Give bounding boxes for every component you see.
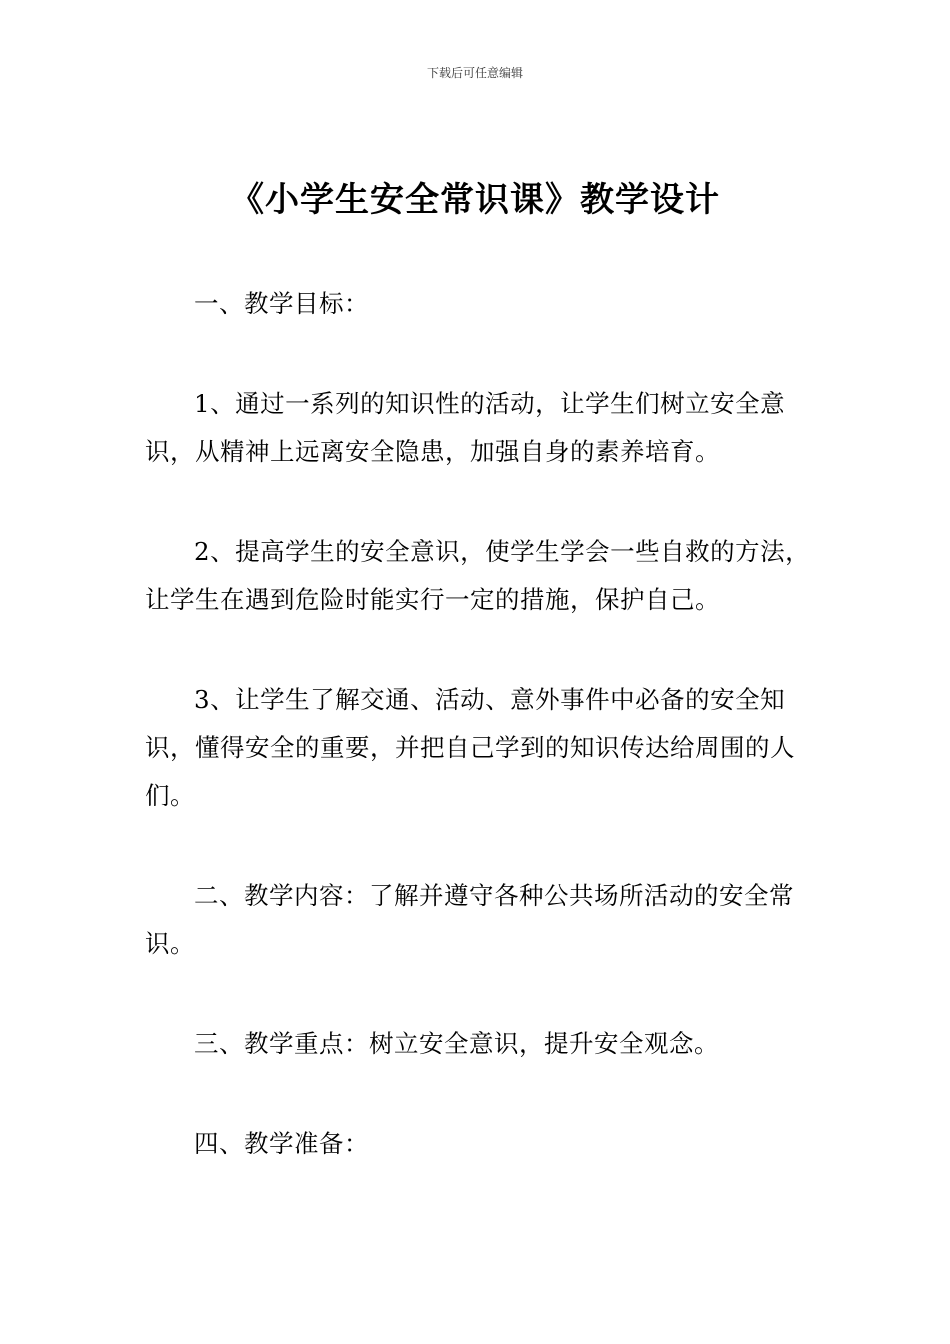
objective-item-1: 1、通过一系列的知识性的活动，让学生们树立安全意识，从精神上远离安全隐患，加强自身的素养培育。 xyxy=(145,389,786,466)
section-teaching-content: 二、教学内容：了解并遵守各种公共场所活动的安全常识。 xyxy=(145,881,794,958)
section-teaching-focus: 三、教学重点：树立安全意识，提升安全观念。 xyxy=(194,1029,719,1058)
section-heading-objectives: 一、教学目标： xyxy=(194,289,369,318)
objective-item-2: 2、提高学生的安全意识，使学生学会一些自救的方法，让学生在遇到危险时能实行一定的措施，保护自己。 xyxy=(145,537,811,614)
document-title: 《小学生安全常识课》教学设计 xyxy=(230,180,720,220)
header-note: 下载后可任意编辑 xyxy=(426,66,523,80)
document-body xyxy=(145,280,817,1220)
objective-item-3: 3、让学生了解交通、活动、意外事件中必备的安全知识，懂得安全的重要，并把自己学到的知识传达给周围的人们。 xyxy=(145,685,795,810)
section-teaching-preparation: 四、教学准备： xyxy=(194,1129,369,1158)
